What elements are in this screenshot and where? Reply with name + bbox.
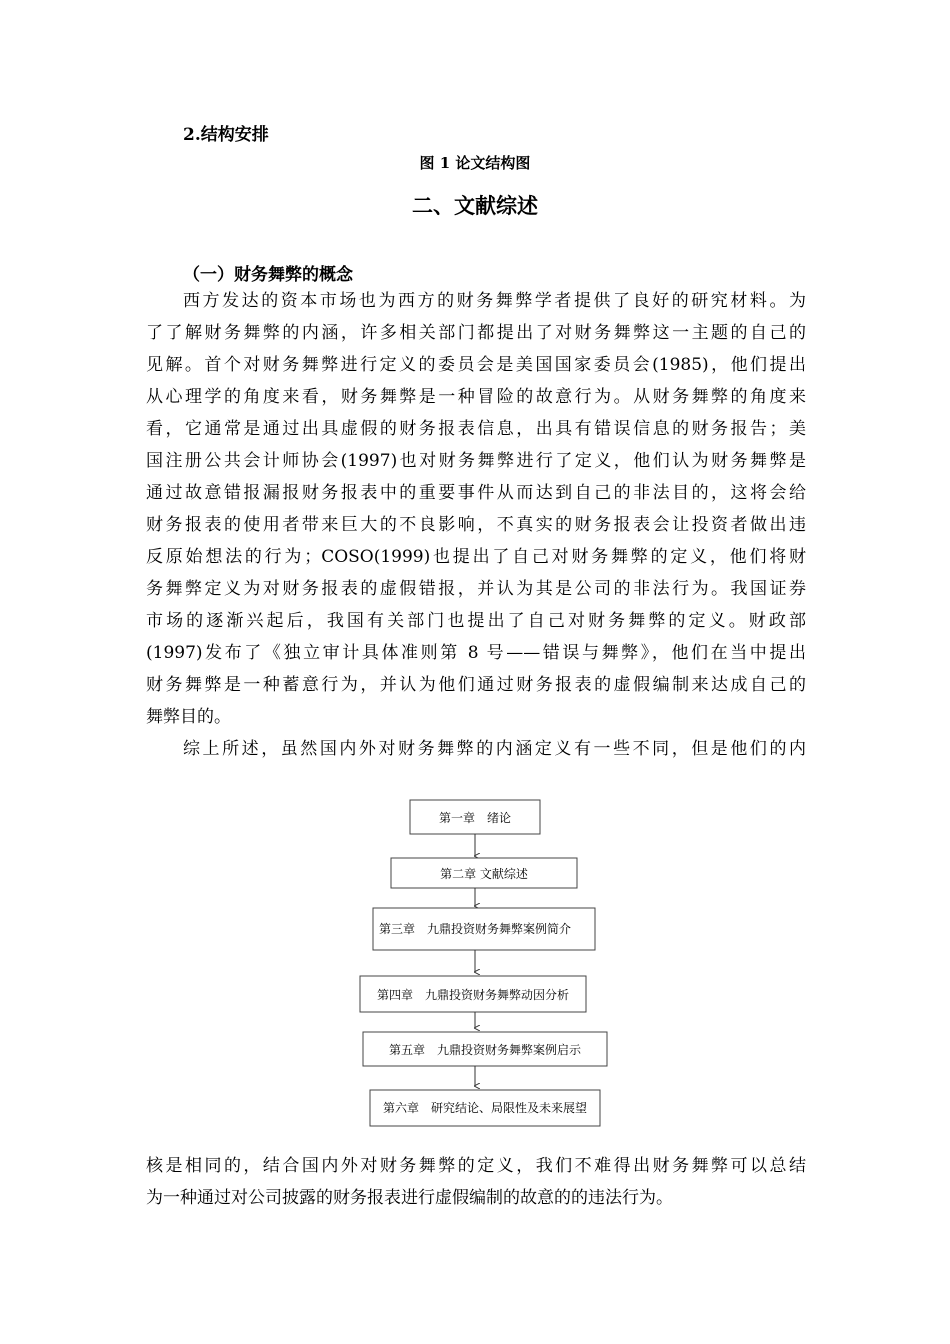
- text-line: 为一种通过对公司披露的财务报表进行虚假编制的故意的的违法行为。: [146, 1188, 673, 1208]
- text-line: 西方发达的资本市场也为西方的财务舞弊学者提供了良好的研究材料。为: [183, 291, 806, 311]
- section-title: 二、文献综述: [412, 193, 538, 218]
- text-line: 了了解财务舞弊的内涵，许多相关部门都提出了对财务舞弊这一主题的自己的: [146, 323, 806, 343]
- flow-box-label: 第三章 九鼎投资财务舞弊案例简介: [378, 922, 572, 936]
- flow-box-label: 第一章 绪论: [438, 811, 512, 825]
- text-line: 看，它通常是通过出具虚假的财务报表信息，出具有错误信息的财务报告；美: [146, 419, 806, 439]
- flow-box-label: 第四章 九鼎投资财务舞弊动因分析: [376, 988, 570, 1002]
- paragraph-2-start: 综上所述，虽然国内外对财务舞弊的内涵定义有一些不同，但是他们的内: [183, 739, 806, 759]
- text-line: 务舞弊定义为对财务报表的虚假错报，并认为其是公司的非法行为。我国证券: [146, 579, 806, 599]
- flow-box-label: 第六章 研究结论、局限性及未来展望: [382, 1101, 588, 1115]
- text-line: 市场的逐渐兴起后，我国有关部门也提出了自己对财务舞弊的定义。财政部: [146, 611, 806, 631]
- text-line: 见解。首个对财务舞弊进行定义的委员会是美国国家委员会(1985)，他们提出: [146, 355, 806, 375]
- text-line: 国注册公共会计师协会(1997)也对财务舞弊进行了定义，他们认为财务舞弊是: [146, 451, 806, 471]
- structure-heading: 2.结构安排: [183, 125, 269, 145]
- flow-box-4: [360, 976, 586, 1012]
- figure-title: 图 1 论文结构图: [419, 154, 531, 172]
- flow-box-label: 第五章 九鼎投资财务舞弊案例启示: [388, 1043, 582, 1057]
- text-line: 反原始想法的行为；COSO(1999)也提出了自己对财务舞弊的定义，他们将财: [146, 547, 806, 567]
- flow-box-2: [391, 858, 577, 888]
- structure-flowchart: [340, 790, 630, 1135]
- text-line: 从心理学的角度来看，财务舞弊是一种冒险的故意行为。从财务舞弊的角度来: [146, 387, 806, 407]
- text-line: 核是相同的，结合国内外对财务舞弊的定义，我们不难得出财务舞弊可以总结: [146, 1156, 806, 1176]
- flow-box-6: [370, 1090, 600, 1126]
- text-line: 通过故意错报漏报财务报表中的重要事件从而达到自己的非法目的，这将会给: [146, 483, 806, 503]
- text-line: 财务报表的使用者带来巨大的不良影响，不真实的财务报表会让投资者做出违: [146, 515, 806, 535]
- flow-box-1: [410, 800, 540, 834]
- text-line: (1997)发布了《独立审计具体准则第 8 号——错误与舞弊》，他们在当中提出: [146, 643, 806, 663]
- text-line: 舞弊目的。: [146, 707, 231, 727]
- text-line: 财务舞弊是一种蓄意行为，并认为他们通过财务报表的虚假编制来达成自己的: [146, 675, 806, 695]
- flow-box-3: [373, 908, 595, 950]
- flow-box-5: [363, 1032, 607, 1066]
- flow-box-label: 第二章 文献综述: [440, 867, 528, 881]
- subsection-title: （一）财务舞弊的概念: [183, 265, 353, 285]
